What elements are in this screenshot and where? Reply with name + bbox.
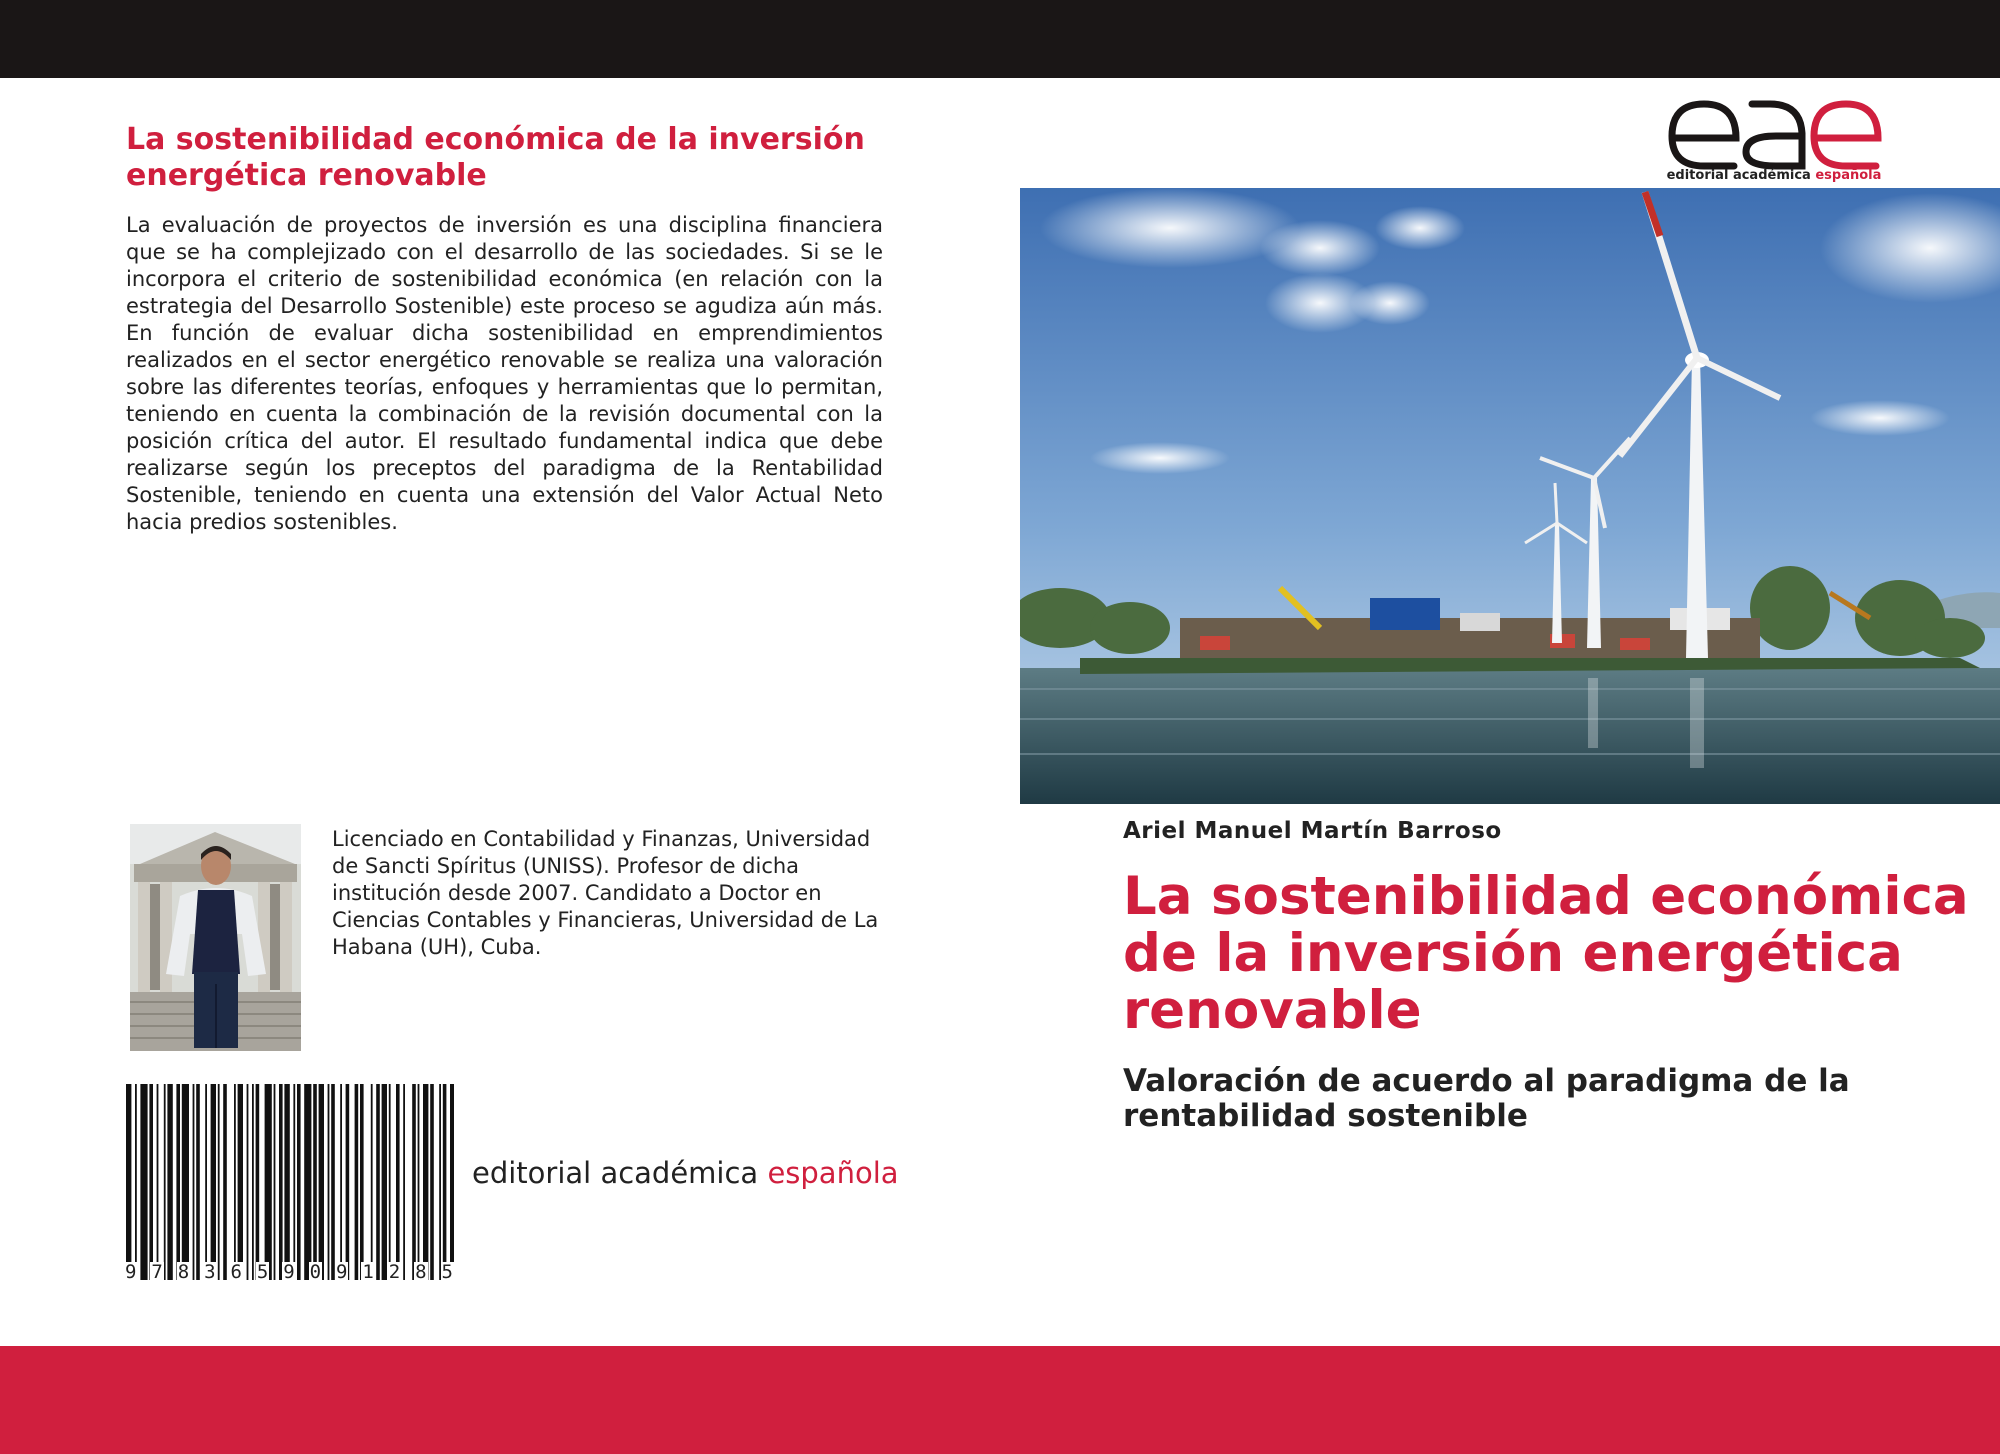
barcode-bar (135, 1084, 137, 1280)
barcode-bar (423, 1084, 428, 1280)
barcode-bar (274, 1084, 276, 1280)
logo-main: editorial académica (1666, 168, 1811, 183)
top-band (0, 0, 2000, 78)
barcode-bar (284, 1084, 289, 1280)
barcode-bar (164, 1084, 166, 1280)
isbn-digit: 1 (362, 1261, 374, 1283)
author-bio: Licenciado en Contabilidad y Finanzas, Universidad de Sancti Spíritus (UNISS). Profesor de dicha institución desde 2007. Candidato a Doctor en Ciencias Contables y Financieras, Universidad de La Habana (UH), Cuba. (332, 827, 879, 959)
barcode-bar (360, 1084, 364, 1280)
barcode-bar (234, 1084, 236, 1280)
isbn-digits (124, 1262, 454, 1282)
isbn-digit: 7 (151, 1261, 163, 1283)
bottom-band (0, 1346, 2000, 1454)
publisher-name-back (472, 1156, 899, 1190)
barcode-bar (313, 1084, 317, 1280)
barcode-bar (182, 1084, 189, 1280)
barcode-bar (193, 1084, 195, 1280)
barcode-bar (319, 1084, 324, 1280)
barcode-bar (443, 1084, 447, 1280)
isbn-digit: 5 (256, 1261, 269, 1283)
barcode-bar (418, 1084, 420, 1280)
barcode-bar (328, 1084, 330, 1280)
barcode-bar (167, 1084, 172, 1280)
barcode-bar (157, 1084, 159, 1280)
barcode-bar (218, 1084, 220, 1280)
barcode (125, 1084, 454, 1283)
barcode-bar (355, 1084, 359, 1280)
isbn-digit: 9 (283, 1261, 295, 1283)
barcode-bar (205, 1084, 207, 1280)
logo-caption (1664, 168, 1884, 183)
publisher-main: editorial académica (472, 1156, 759, 1190)
barcode-bar (293, 1084, 295, 1280)
barcode-bar (382, 1084, 387, 1280)
barcode-bar (346, 1084, 350, 1280)
author-name: Ariel Manuel Martín Barroso (1123, 818, 1502, 844)
barcode-bar (252, 1084, 254, 1280)
barcode-bar (450, 1084, 454, 1280)
barcode-bar (126, 1084, 131, 1280)
barcode-bar (279, 1084, 283, 1280)
barcode-bar (396, 1084, 400, 1280)
barcode-bar (247, 1084, 249, 1280)
back-cover-title: La sostenibilidad económica de la inversión energética renovable (126, 122, 865, 193)
barcode-bar (256, 1084, 260, 1280)
barcode-bar (238, 1084, 243, 1280)
isbn-digit: 8 (415, 1261, 427, 1283)
isbn-digit: 0 (309, 1261, 322, 1283)
logo-accent: española (1815, 168, 1882, 183)
barcode-bar (211, 1084, 216, 1280)
barcode-bar (223, 1084, 227, 1280)
barcode-bar (140, 1084, 147, 1280)
barcode-bar (304, 1084, 311, 1280)
barcode-bar (430, 1084, 434, 1280)
barcode-bar (389, 1084, 391, 1280)
barcode-bar (376, 1084, 380, 1280)
isbn-digit: 6 (230, 1261, 242, 1283)
barcode-bar (439, 1084, 441, 1280)
barcode-bar (196, 1084, 200, 1280)
isbn-digit: 9 (336, 1261, 348, 1283)
isbn-digit: 5 (441, 1261, 453, 1283)
isbn-digit: 8 (177, 1261, 190, 1283)
barcode-bar (331, 1084, 335, 1280)
barcode-bar (149, 1084, 153, 1280)
author-photo (130, 824, 301, 1051)
barcode-bar (412, 1084, 416, 1280)
barcode-bar (403, 1084, 405, 1280)
barcode-bar (297, 1084, 301, 1280)
cover-photo-wind-turbines (1020, 188, 2000, 804)
back-cover-blurb: La evaluación de proyectos de inversión es una disciplina financiera que se ha complejizado con el desarrollo de las sociedades. Si se le incorpora el criterio de sostenibilidad económica (en relación con la estrategia del Desarrollo Sostenible) este proceso se agudiza aún más. En función de evaluar dicha sostenibilidad en emprendimientos realizados en el sector energético renovable se realiza una valoración sobre las diferentes teorías, enfoques y herramientas que lo permitan, teniendo en cuenta la combinación de la revisión documental con la posición crítica del autor. El resultado fundamental indica que debe realizarse según los preceptos del paradigma de la Rentabilidad Sostenible, teniendo en cuenta una extensión del Valor Actual Neto hacia predios sostenibles. (126, 213, 883, 534)
isbn-digit: 3 (204, 1261, 216, 1283)
barcode-bar (176, 1084, 180, 1280)
publisher-accent: española (767, 1156, 899, 1190)
barcode-bar (265, 1084, 272, 1280)
barcode-bar (340, 1084, 342, 1280)
front-cover-subtitle: Valoración de acuerdo al paradigma de la rentabilidad sostenible (1123, 1063, 1850, 1134)
front-cover-title: La sostenibilidad económica de la inversión energética renovable (1123, 866, 1969, 1041)
barcode-bar (371, 1084, 373, 1280)
isbn-digit: 9 (125, 1261, 137, 1283)
isbn-digit: 2 (388, 1261, 401, 1283)
